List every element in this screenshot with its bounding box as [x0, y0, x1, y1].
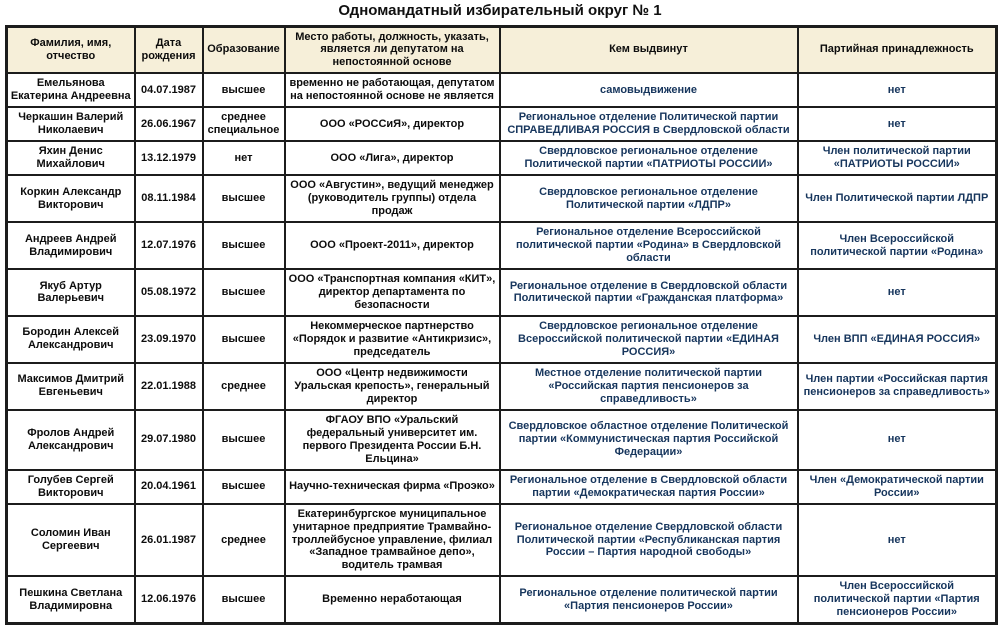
cell-education: среднее: [203, 504, 285, 577]
cell-party-affiliation: Член Всероссийской политической партии «Родина»: [798, 222, 997, 269]
cell-education: высшее: [203, 269, 285, 316]
cell-workplace: временно не работающая, депутатом на непостоянной основе не является: [285, 73, 500, 107]
column-header-full-name: Фамилия, имя, отчество: [7, 26, 135, 73]
cell-birth-date: 12.07.1976: [135, 222, 203, 269]
cell-education: высшее: [203, 470, 285, 504]
candidates-table: [5, 25, 998, 625]
cell-education: среднее: [203, 363, 285, 410]
cell-full-name: Черкашин Валерий Николаевич: [7, 107, 135, 141]
cell-full-name: Соломин Иван Сергеевич: [7, 504, 135, 577]
cell-party-affiliation: нет: [798, 504, 997, 577]
cell-full-name: Андреев Андрей Владимирович: [7, 222, 135, 269]
cell-education: высшее: [203, 175, 285, 222]
column-header-education: Образование: [203, 26, 285, 73]
cell-birth-date: 20.04.1961: [135, 470, 203, 504]
cell-party-affiliation: Член «Демократической партии России»: [798, 470, 997, 504]
column-header-birth-date: Дата рождения: [135, 26, 203, 73]
cell-party-affiliation: нет: [798, 107, 997, 141]
table-row: [7, 470, 997, 504]
cell-nominated-by: Региональное отделение Свердловской области Политической партии «Республиканская партия России – Партия народной свободы»: [500, 504, 798, 577]
table-row: [7, 504, 997, 577]
cell-birth-date: 08.11.1984: [135, 175, 203, 222]
cell-workplace: ООО «Центр недвижимости Уральская крепость», генеральный директор: [285, 363, 500, 410]
table-row: [7, 316, 997, 363]
header-row: [7, 26, 997, 73]
cell-education: среднее специальное: [203, 107, 285, 141]
cell-education: нет: [203, 141, 285, 175]
cell-education: высшее: [203, 73, 285, 107]
cell-birth-date: 26.06.1967: [135, 107, 203, 141]
cell-workplace: ООО «Лига», директор: [285, 141, 500, 175]
cell-workplace: ООО «Проект-2011», директор: [285, 222, 500, 269]
cell-workplace: Екатеринбургское муниципальное унитарное предприятие Трамвайно-троллейбусное управление, филиал «Западное трамвайное депо», водитель трамвая: [285, 504, 500, 577]
cell-nominated-by: Региональное отделение Политической партии СПРАВЕДЛИВАЯ РОССИЯ в Свердловской области: [500, 107, 798, 141]
cell-party-affiliation: нет: [798, 73, 997, 107]
cell-education: высшее: [203, 576, 285, 623]
cell-full-name: Голубев Сергей Викторович: [7, 470, 135, 504]
cell-nominated-by: Свердловское региональное отделение Политической партии «ПАТРИОТЫ РОССИИ»: [500, 141, 798, 175]
cell-full-name: Емельянова Екатерина Андреевна: [7, 73, 135, 107]
table-row: [7, 141, 997, 175]
cell-full-name: Якуб Артур Валерьевич: [7, 269, 135, 316]
cell-full-name: Коркин Александр Викторович: [7, 175, 135, 222]
table-row: [7, 410, 997, 470]
cell-birth-date: 13.12.1979: [135, 141, 203, 175]
cell-party-affiliation: Член Всероссийской политической партии «Партия пенсионеров России»: [798, 576, 997, 623]
cell-nominated-by: Свердловское областное отделение Политической партии «Коммунистическая партия Российской Федерации»: [500, 410, 798, 470]
cell-workplace: Временно неработающая: [285, 576, 500, 623]
cell-education: высшее: [203, 222, 285, 269]
cell-birth-date: 12.06.1976: [135, 576, 203, 623]
cell-party-affiliation: Член Политической партии ЛДПР: [798, 175, 997, 222]
cell-party-affiliation: Член партии «Российская партия пенсионеров за справедливость»: [798, 363, 997, 410]
cell-birth-date: 23.09.1970: [135, 316, 203, 363]
column-header-nominated-by: Кем выдвинут: [500, 26, 798, 73]
cell-nominated-by: самовыдвижение: [500, 73, 798, 107]
table-row: [7, 175, 997, 222]
table-row: [7, 269, 997, 316]
document-page: [0, 3, 1000, 625]
cell-birth-date: 05.08.1972: [135, 269, 203, 316]
cell-nominated-by: Региональное отделение в Свердловской области партии «Демократическая партия России»: [500, 470, 798, 504]
cell-party-affiliation: нет: [798, 269, 997, 316]
table-row: [7, 107, 997, 141]
column-header-workplace: Место работы, должность, указать, является ли депутатом на непостоянной основе: [285, 26, 500, 73]
column-header-party-affiliation: Партийная принадлежность: [798, 26, 997, 73]
table-row: [7, 576, 997, 623]
cell-workplace: ООО «Августин», ведущий менеджер (руководитель группы) отдела продаж: [285, 175, 500, 222]
cell-party-affiliation: Член ВПП «ЕДИНАЯ РОССИЯ»: [798, 316, 997, 363]
cell-nominated-by: Региональное отделение политической партии «Партия пенсионеров России»: [500, 576, 798, 623]
cell-workplace: ООО «РОССиЯ», директор: [285, 107, 500, 141]
cell-education: высшее: [203, 316, 285, 363]
cell-workplace: ООО «Транспортная компания «КИТ», директор департамента по безопасности: [285, 269, 500, 316]
page-title: Одномандатный избирательный округ № 1: [0, 3, 1000, 20]
table-row: [7, 73, 997, 107]
cell-workplace: Некоммерческое партнерство «Порядок и развитие «Антикризис», председатель: [285, 316, 500, 363]
cell-full-name: Фролов Андрей Александрович: [7, 410, 135, 470]
cell-birth-date: 22.01.1988: [135, 363, 203, 410]
cell-full-name: Пешкина Светлана Владимировна: [7, 576, 135, 623]
cell-nominated-by: Свердловское региональное отделение Всероссийской политической партии «ЕДИНАЯ РОССИЯ»: [500, 316, 798, 363]
cell-full-name: Яхин Денис Михайлович: [7, 141, 135, 175]
cell-party-affiliation: Член политической партии «ПАТРИОТЫ РОССИИ»: [798, 141, 997, 175]
cell-workplace: ФГАОУ ВПО «Уральский федеральный университет им. первого Президента России Б.Н. Ельцина»: [285, 410, 500, 470]
table-row: [7, 222, 997, 269]
cell-workplace: Научно-техническая фирма «Проэко»: [285, 470, 500, 504]
cell-party-affiliation: нет: [798, 410, 997, 470]
cell-full-name: Максимов Дмитрий Евгеньевич: [7, 363, 135, 410]
cell-birth-date: 29.07.1980: [135, 410, 203, 470]
cell-nominated-by: Местное отделение политической партии «Российская партия пенсионеров за справедливость»: [500, 363, 798, 410]
cell-birth-date: 26.01.1987: [135, 504, 203, 577]
cell-nominated-by: Региональное отделение в Свердловской области Политической партии «Гражданская платформа»: [500, 269, 798, 316]
cell-full-name: Бородин Алексей Александрович: [7, 316, 135, 363]
cell-education: высшее: [203, 410, 285, 470]
table-row: [7, 363, 997, 410]
cell-nominated-by: Свердловское региональное отделение Политической партии «ЛДПР»: [500, 175, 798, 222]
cell-birth-date: 04.07.1987: [135, 73, 203, 107]
cell-nominated-by: Региональное отделение Всероссийской политической партии «Родина» в Свердловской области: [500, 222, 798, 269]
